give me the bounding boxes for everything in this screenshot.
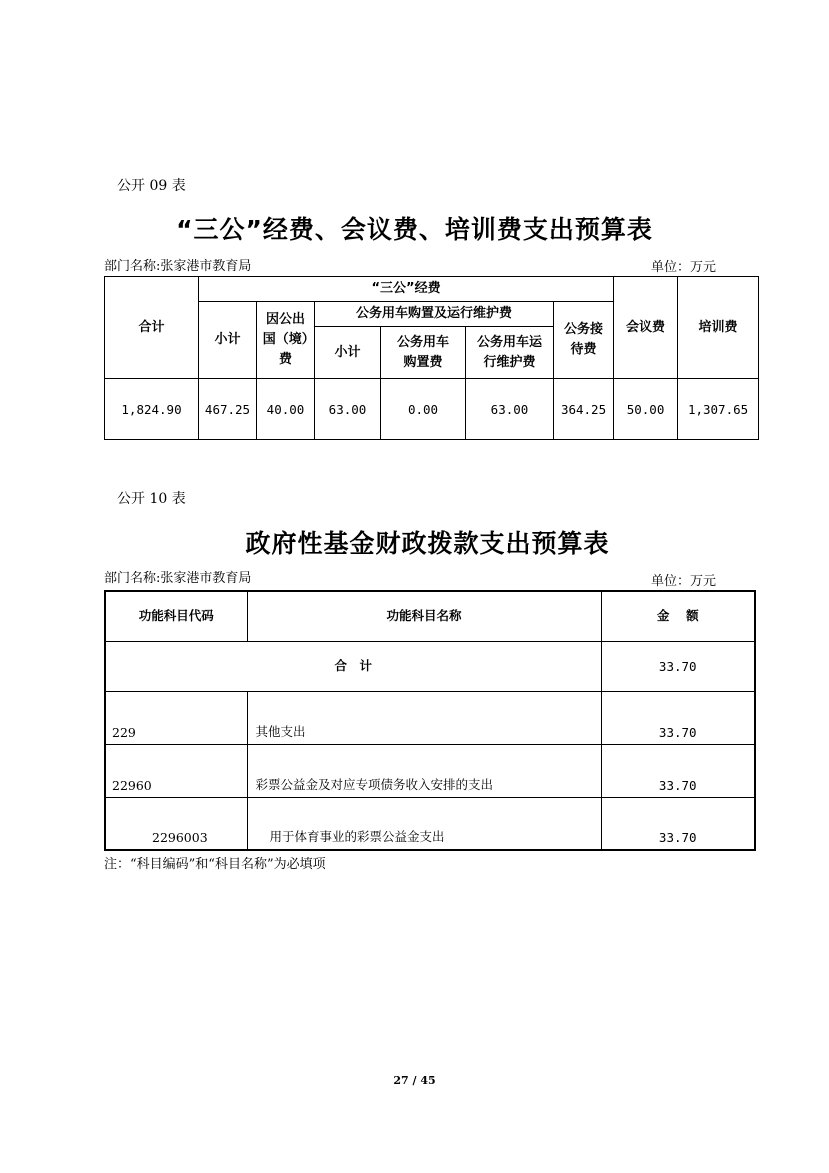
table09-label: 公开 09 表 [117, 178, 186, 194]
table10-label: 公开 10 表 [117, 491, 186, 507]
header-vehicle-purchase: 公务用车购置费 [381, 327, 466, 379]
value-training: 1,307.65 [678, 379, 759, 440]
row-name: 用于体育事业的彩票公益金支出 [247, 797, 601, 850]
value-total: 1,824.90 [105, 379, 199, 440]
table09-title: “三公”经费、会议费、培训费支出预算表 [176, 215, 653, 244]
table-row [105, 744, 755, 797]
table10-unit: 单位：万元 [651, 574, 717, 589]
header-subtotal: 小计 [199, 302, 257, 379]
row-code: 22960 [105, 744, 247, 797]
header-training: 培训费 [678, 277, 759, 379]
table10-title: 政府性基金财政拨款支出预算表 [245, 529, 610, 558]
value-subtotal: 467.25 [199, 379, 257, 440]
row-amount: 33.70 [601, 691, 755, 744]
value-vehicle-operation: 63.00 [466, 379, 554, 440]
header-meeting: 会议费 [614, 277, 678, 379]
page-number: 27 / 45 [393, 1074, 436, 1087]
row-amount: 33.70 [601, 744, 755, 797]
table10-dept: 部门名称:张家港市教育局 [104, 571, 252, 586]
value-abroad: 40.00 [257, 379, 315, 440]
header-abroad: 因公出国（境）费 [257, 302, 315, 379]
table09-dept: 部门名称:张家港市教育局 [104, 259, 252, 274]
table09 [104, 276, 759, 440]
header-sangong: “三公”经费 [199, 277, 614, 302]
header-amount: 金 额 [601, 591, 755, 641]
table-row [105, 797, 755, 850]
header-total: 合计 [105, 277, 199, 379]
value-reception: 364.25 [554, 379, 614, 440]
table09-unit: 单位：万元 [651, 260, 717, 275]
row-amount: 33.70 [601, 797, 755, 850]
header-reception: 公务接待费 [554, 302, 614, 379]
header-name: 功能科目名称 [247, 591, 601, 641]
value-vehicle-purchase: 0.00 [381, 379, 466, 440]
row-code: 2296003 [105, 797, 247, 850]
row-name: 其他支出 [247, 691, 601, 744]
value-vehicle-subtotal: 63.00 [315, 379, 381, 440]
header-vehicle-subtotal: 小计 [315, 327, 381, 379]
total-label: 合 计 [105, 641, 601, 691]
header-code: 功能科目代码 [105, 591, 247, 641]
row-code: 229 [105, 691, 247, 744]
table10-note: 注：“科目编码”和“科目名称”为必填项 [104, 857, 326, 872]
table-row [105, 691, 755, 744]
row-name: 彩票公益金及对应专项债务收入安排的支出 [247, 744, 601, 797]
header-vehicle-group: 公务用车购置及运行维护费 [315, 302, 554, 327]
value-meeting: 50.00 [614, 379, 678, 440]
table10 [104, 590, 756, 851]
total-amount: 33.70 [601, 641, 755, 691]
header-vehicle-operation: 公务用车运行维护费 [466, 327, 554, 379]
